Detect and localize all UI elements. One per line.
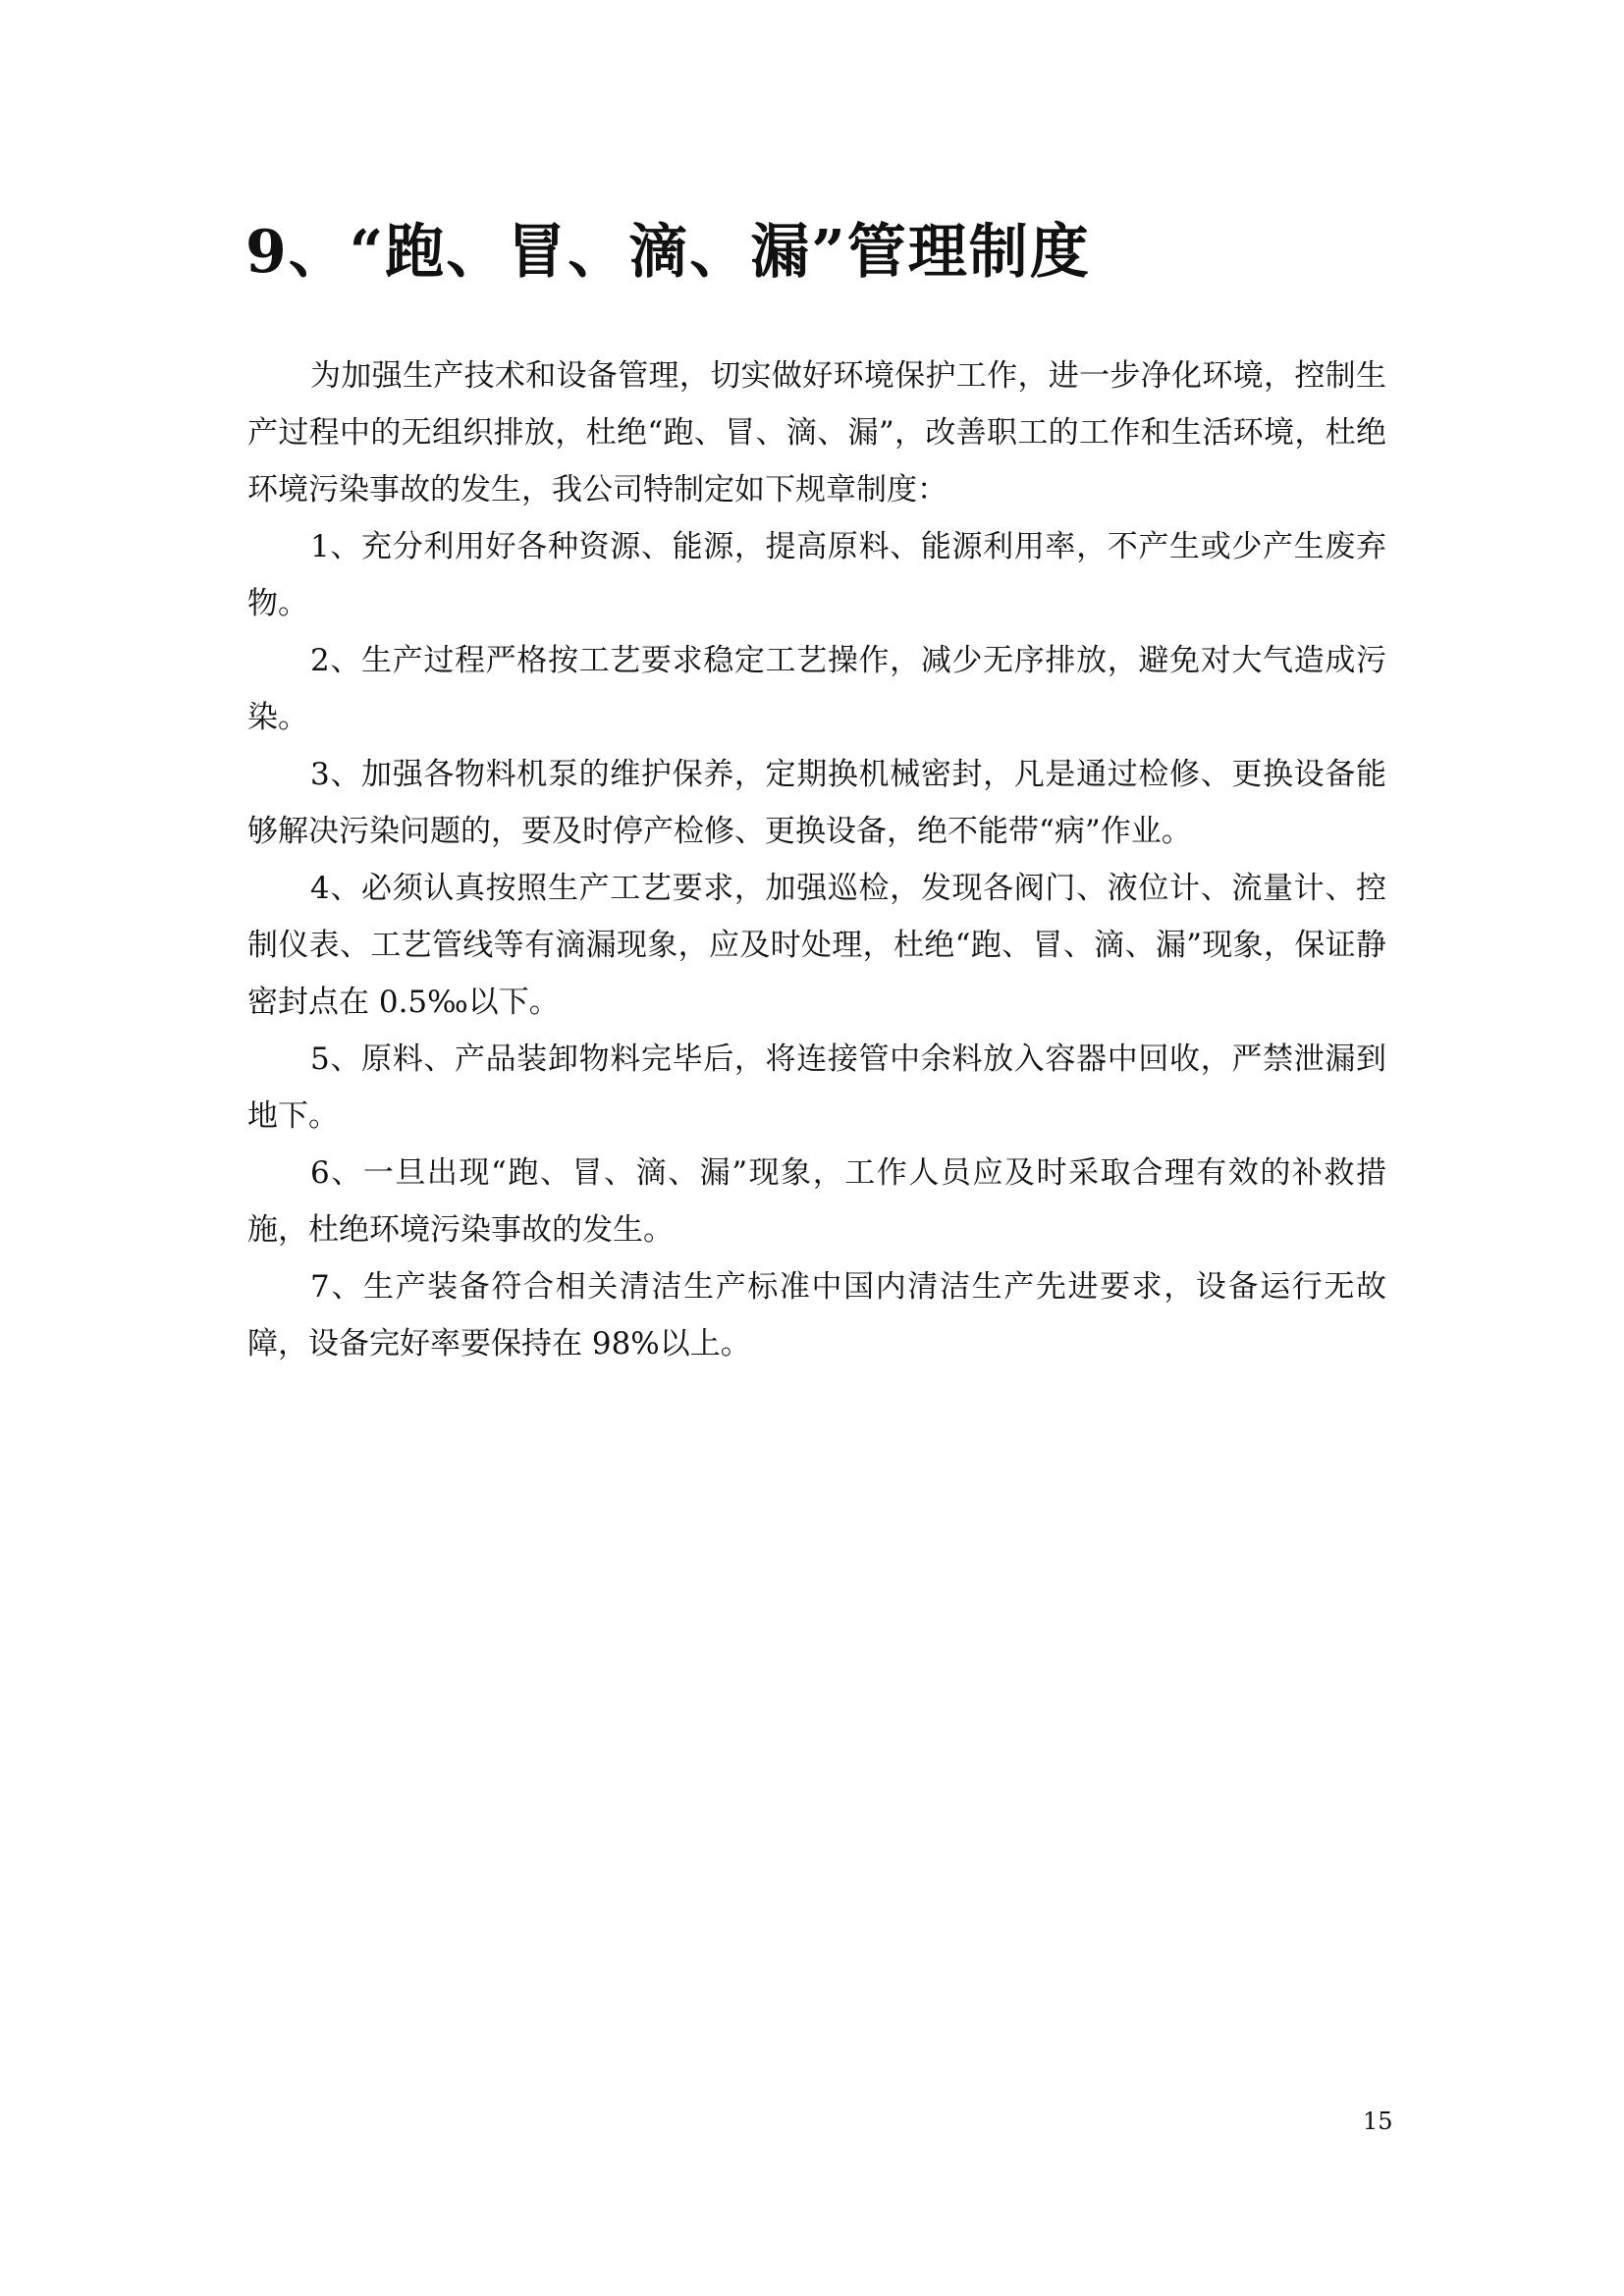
rule-item-3: 3、加强各物料机泵的维护保养，定期换机械密封，凡是通过检修、更换设备能够解决污染问题的，要及时停产检修、更换设备，绝不能带“病”作业。 [247,757,1386,849]
rule-item-2: 2、生产过程严格按工艺要求稳定工艺操作，减少无序排放，避免对大气造成污染。 [247,643,1386,735]
body-content [247,347,1386,1372]
page-number: 15 [1363,2108,1393,2135]
rule-item-6: 6、一旦出现“跑、冒、滴、漏”现象，工作人员应及时采取合理有效的补救措施，杜绝环境污染事故的发生。 [247,1155,1386,1248]
rule-item-4: 4、必须认真按照生产工艺要求，加强巡检，发现各阀门、液位计、流量计、控制仪表、工艺管线等有滴漏现象，应及时处理，杜绝“跑、冒、滴、漏”现象，保证静密封点在 0.5‰以下。 [247,871,1386,1020]
rule-item-1: 1、充分利用好各种资源、能源，提高原料、能源利用率，不产生或少产生废弃物。 [247,529,1386,621]
rule-item-7: 7、生产装备符合相关清洁生产标准中国内清洁生产先进要求，设备运行无故障，设备完好率要保持在 98%以上。 [247,1269,1386,1362]
rule-item-5: 5、原料、产品装卸物料完毕后，将连接管中余料放入容器中回收，严禁泄漏到地下。 [247,1041,1386,1134]
intro-paragraph: 为加强生产技术和设备管理，切实做好环境保护工作，进一步净化环境，控制生产过程中的无组织排放，杜绝“跑、冒、滴、漏”，改善职工的工作和生活环境，杜绝环境污染事故的发生，我公司特制定如下规章制度： [247,358,1386,507]
page-title: 9、“跑、冒、滴、漏”管理制度 [245,218,1091,287]
